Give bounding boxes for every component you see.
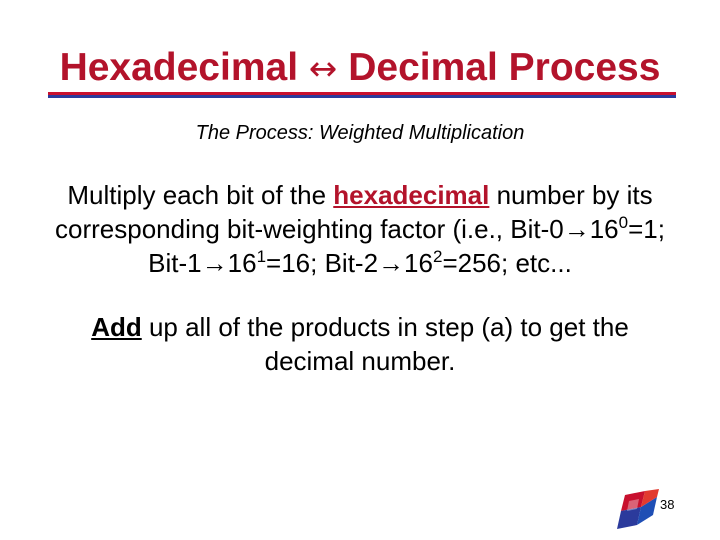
right-arrow-icon: →: [378, 248, 405, 278]
result-1: =16; Bit-2: [266, 248, 379, 278]
step-b-paragraph: [20, 310, 700, 378]
step-a-text: Multiply each bit of the: [67, 180, 334, 210]
right-arrow-icon: →: [201, 248, 228, 278]
exponent-1: 1: [256, 247, 267, 266]
page-number: 38: [660, 497, 675, 512]
result-0: =1;: [628, 214, 665, 244]
result-2: =256; etc...: [442, 248, 572, 278]
step-b-text-line2: decimal number.: [264, 346, 456, 376]
exponent-2: 2: [432, 247, 443, 266]
base-16-b: 16: [227, 248, 257, 278]
step-a-line2-text: corresponding bit-weighting factor (i.e., Bit-0: [55, 214, 564, 244]
base-16-c: 16: [404, 248, 433, 278]
right-arrow-icon: →: [563, 214, 590, 244]
step-b-text: up all of the products in step (a) to get the: [141, 312, 629, 342]
add-emphasis: Add: [91, 312, 142, 342]
title-underline-blue: [48, 95, 676, 98]
university-logo-icon: [615, 489, 661, 531]
exponent-0: 0: [618, 213, 629, 232]
title-right: Decimal Process: [348, 46, 661, 89]
step-a-text-line1-end: number by its: [489, 180, 653, 210]
slide-title: [0, 44, 720, 93]
hexadecimal-emphasis: hexadecimal: [333, 180, 490, 210]
base-16-a: 16: [589, 214, 619, 244]
title-left: Hexadecimal: [59, 46, 299, 89]
step-a-line3-text: Bit-1: [148, 248, 202, 278]
step-a-paragraph: [20, 178, 700, 280]
slide-subtitle: The Process: Weighted Multiplication: [195, 122, 525, 144]
bidirectional-arrow-icon: ↔: [308, 49, 338, 89]
